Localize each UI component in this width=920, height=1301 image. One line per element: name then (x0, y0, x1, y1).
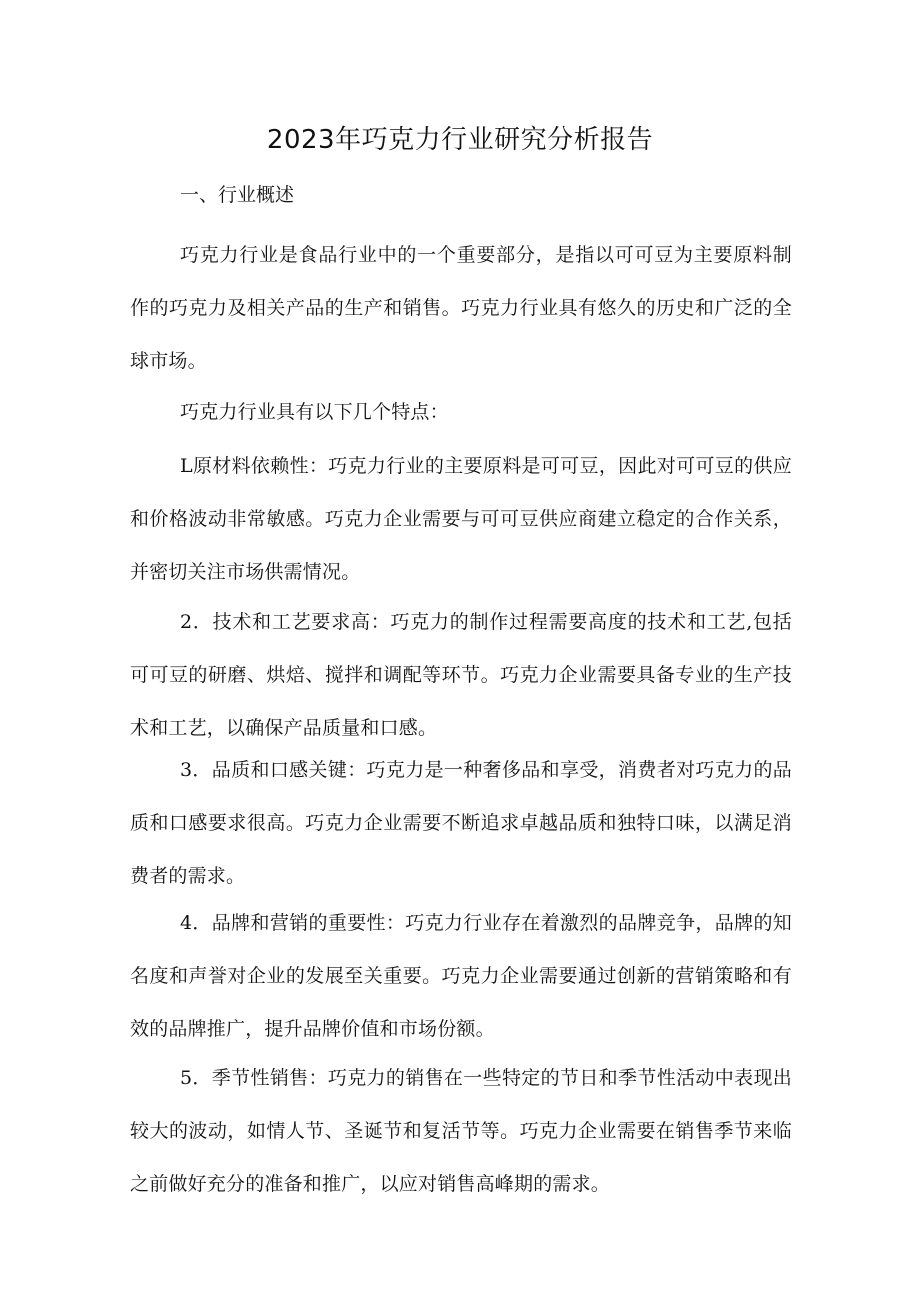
section-heading: 一、行业概述 (180, 184, 295, 206)
paragraph-feature-5: 5．季节性销售：巧克力的销售在一些特定的节日和季节性活动中表现出较大的波动，如情人节、圣诞节和复活节等。巧克力企业需要在销售季节来临之前做好充分的准备和推广，以应对销售高峰期的需求。 (130, 1067, 792, 1195)
paragraph-features-lead: 巧克力行业具有以下几个特点： (180, 401, 449, 423)
paragraph-intro: 巧克力行业是食品行业中的一个重要部分，是指以可可豆为主要原料制作的巧克力及相关产品的生产和销售。巧克力行业具有悠久的历史和广泛的全球市场。 (130, 244, 792, 372)
paragraph-feature-4: 4．品牌和营销的重要性：巧克力行业存在着激烈的品牌竞争，品牌的知名度和声誉对企业的发展至关重要。巧克力企业需要通过创新的营销策略和有效的品牌推广，提升品牌价值和市场份额。 (130, 912, 792, 1040)
paragraph-feature-2: 2．技术和工艺要求高：巧克力的制作过程需要高度的技术和工艺,包括可可豆的研磨、烘焙、搅拌和调配等环节。巧克力企业需要具备专业的生产技术和工艺，以确保产品质量和口感。 (130, 611, 792, 739)
paragraph-feature-3: 3．品质和口感关键：巧克力是一种奢侈品和享受，消费者对巧克力的品质和口感要求很高。巧克力企业需要不断追求卓越品质和独特口味，以满足消费者的需求。 (130, 759, 792, 887)
document-title: 2023年巧克力行业研究分析报告 (266, 125, 654, 155)
paragraph-feature-1: L原材料依赖性：巧克力行业的主要原料是可可豆，因此对可可豆的供应和价格波动非常敏感。巧克力企业需要与可可豆供应商建立稳定的合作关系，并密切关注市场供需情况。 (130, 455, 792, 583)
